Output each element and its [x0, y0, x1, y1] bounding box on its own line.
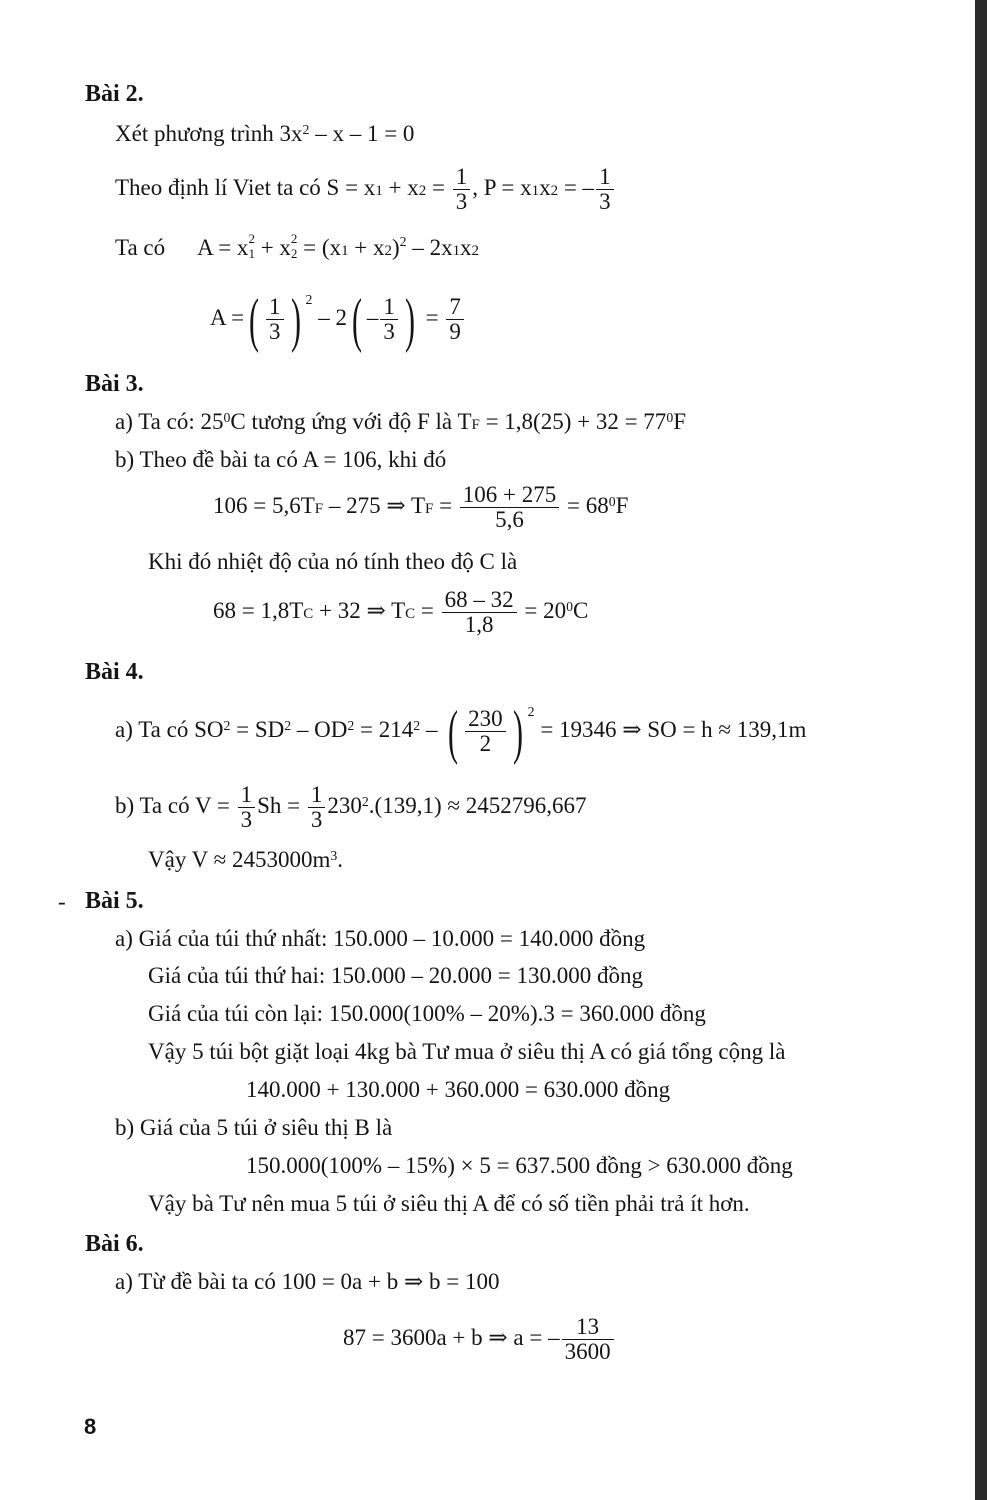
fraction-one-third [596, 165, 614, 214]
text: – 2x [406, 235, 453, 260]
exponent: 2 [248, 231, 255, 246]
heading-bai-6: Bài 6. [85, 1231, 144, 1257]
numerator: 1 [238, 783, 256, 808]
text: – [420, 717, 444, 742]
denominator: 9 [449, 319, 461, 345]
text: Theo định lí Viet ta có S = x [115, 175, 376, 200]
exponent: 2 [223, 718, 231, 733]
degree: 0 [566, 599, 573, 614]
page-edge-shadow [975, 0, 987, 1500]
heading-bai-5: Bài 5. [85, 888, 144, 914]
text: + 32 ⇒ T [313, 598, 406, 623]
subscript: F [471, 417, 480, 433]
fraction-one-third [238, 783, 256, 832]
b6-line-1: a) Từ đề bài ta có 100 = 0a + b ⇒ b = 100 [115, 1269, 500, 1294]
text: = 19346 ⇒ SO = h ≈ 139,1m [534, 717, 807, 742]
b5-line-8: Vậy bà Tư nên mua 5 túi ở siêu thị A để có số tiền phải trả ít hơn. [148, 1191, 750, 1216]
b3-part-b: b) Theo đề bài ta có A = 106, khi đó [115, 447, 447, 472]
b3-part-a [115, 408, 686, 436]
subscript: 1 [452, 243, 461, 259]
numerator: 1 [596, 165, 614, 190]
text: – x – 1 = 0 [309, 121, 415, 146]
text: C [572, 598, 589, 623]
text: – OD [291, 717, 348, 742]
denominator: 3 [455, 189, 468, 215]
exponent: 2 [284, 718, 292, 733]
text: , P = x [472, 175, 532, 200]
subscript: 1 [375, 183, 383, 199]
text: = [433, 493, 458, 518]
b3-equation-f [213, 478, 628, 534]
fraction [465, 707, 506, 756]
b4-part-a [115, 698, 807, 765]
text: b) Ta có V = [115, 793, 236, 818]
text: ) [391, 235, 400, 260]
text: A = [210, 305, 245, 330]
heading-bai-2: Bài 2. [85, 81, 144, 107]
text: = 68 [561, 493, 609, 518]
b5-line-7: 150.000(100% – 15%) × 5 = 637.500 đồng > 630.000 đồng [246, 1153, 793, 1178]
text: = (x [297, 235, 342, 260]
fraction [460, 483, 559, 532]
text: a) Ta có SO [115, 717, 224, 742]
b3-part-c: Khi đó nhiệt độ của nó tính theo độ C là [148, 549, 518, 574]
text: = SD [230, 717, 285, 742]
b2-a-computation [210, 286, 466, 353]
text: = – [558, 175, 595, 200]
text: 230 [327, 793, 362, 818]
margin-mark: - [58, 889, 66, 914]
numerator: 1 [266, 295, 284, 320]
text: Sh = [257, 793, 306, 818]
text: = [419, 305, 445, 330]
exponent: 3 [330, 848, 338, 863]
numerator: 1 [453, 165, 471, 190]
text: Xét phương trình 3x [115, 121, 303, 146]
right-paren: ) [290, 286, 301, 353]
numerator: 7 [446, 295, 464, 320]
text: = 20 [518, 598, 567, 623]
text: 87 = 3600a + b ⇒ a = – [343, 1325, 560, 1350]
heading-bai-4: Bài 4. [85, 659, 144, 685]
text: .(139,1) ≈ 2452796,667 [368, 793, 587, 818]
page-number: 8 [84, 1414, 97, 1439]
left-paren: ( [351, 286, 362, 353]
degree: 0 [223, 410, 231, 425]
fraction-one-third [453, 165, 471, 214]
text: – [366, 305, 379, 330]
denominator: 3600 [564, 1339, 611, 1365]
text: F [615, 493, 629, 518]
text: Vậy V ≈ 2453000m [148, 847, 331, 872]
text: 106 = 5,6T [213, 493, 315, 518]
exponent: 2 [347, 718, 355, 733]
b3-equation-c [213, 583, 588, 639]
subscript: 2 [290, 246, 298, 261]
subscript: C [405, 606, 416, 622]
heading-bai-3: Bài 3. [85, 371, 144, 397]
b5-line-4: Vậy 5 túi bột giặt loại 4kg bà Tư mua ở siêu thị A có giá tổng cộng là [148, 1039, 786, 1064]
b4-part-b [115, 778, 586, 834]
text: F [673, 409, 687, 434]
degree: 0 [608, 494, 616, 509]
numerator: 230 [465, 707, 506, 732]
text: + x [254, 235, 291, 260]
text: . [337, 847, 344, 872]
exponent: 2 [413, 718, 421, 733]
numerator: 1 [380, 295, 398, 320]
subscript: 2 [550, 183, 559, 199]
b5-line-5: 140.000 + 130.000 + 360.000 = 630.000 đồng [246, 1077, 671, 1102]
text: A = x [197, 235, 249, 260]
fraction-one-third [308, 783, 326, 832]
denominator: 5,6 [495, 507, 524, 533]
exponent: 2 [361, 794, 369, 809]
text: Ta có [115, 235, 166, 260]
b5-line-1: a) Giá của túi thứ nhất: 150.000 – 10.000 = 140.000 đồng [115, 926, 646, 951]
fraction-one-third [266, 295, 284, 344]
exponent: 2 [527, 704, 535, 719]
subscript: 2 [471, 243, 479, 259]
subscript: F [425, 501, 434, 517]
fraction [442, 588, 517, 637]
b2-viet-line [115, 160, 616, 216]
right-paren: ) [404, 286, 415, 353]
b5-line-6: b) Giá của 5 túi ở siêu thị B là [115, 1115, 393, 1140]
exponent: 2 [305, 292, 313, 307]
subscript: 2 [418, 183, 427, 199]
text: C tương ứng với độ F là T [230, 409, 472, 434]
denominator: 3 [240, 807, 253, 833]
numerator: 13 [562, 1315, 614, 1340]
b6-equation [343, 1308, 616, 1368]
subscript: 1 [248, 246, 255, 261]
degree: 0 [666, 410, 674, 425]
subscript: C [303, 606, 314, 622]
text: = [426, 175, 451, 200]
fraction [562, 1315, 614, 1364]
fraction-seven-ninths [446, 295, 464, 344]
exponent: 2 [302, 122, 310, 137]
b2-equation-line [115, 120, 414, 148]
subscript: F [314, 501, 324, 517]
numerator: 106 + 275 [460, 483, 559, 508]
denominator: 3 [269, 319, 281, 345]
text: x [460, 235, 472, 260]
b4-conclusion [148, 846, 343, 874]
numerator: 1 [308, 783, 326, 808]
left-paren: ( [249, 286, 260, 353]
text: = 1,8(25) + 32 = 77 [479, 409, 667, 434]
text: + x [382, 175, 419, 200]
exponent: 2 [399, 234, 407, 249]
subscript: 1 [341, 243, 349, 259]
text: = 214 [354, 717, 414, 742]
text: – 2 [312, 305, 347, 330]
b2-a-definition [115, 232, 479, 262]
fraction-one-third [380, 295, 398, 344]
denominator: 3 [383, 319, 395, 345]
b5-line-3: Giá của túi còn lại: 150.000(100% – 20%).3 = 360.000 đồng [148, 1001, 706, 1026]
numerator: 68 – 32 [442, 588, 517, 613]
text: 68 = 1,8T [213, 598, 304, 623]
denominator: 3 [310, 807, 323, 833]
text: a) Ta có: 25 [115, 409, 224, 434]
text: + x [348, 235, 385, 260]
denominator: 3 [599, 189, 611, 215]
text: x [539, 175, 551, 200]
subscript: 1 [531, 183, 540, 199]
right-paren: ) [512, 698, 523, 765]
left-paren: ( [448, 698, 459, 765]
denominator: 1,8 [464, 612, 494, 638]
exponent: 2 [290, 231, 298, 246]
text: = [415, 598, 440, 623]
text: – 275 ⇒ T [323, 493, 425, 518]
subscript: 2 [384, 243, 392, 259]
b5-line-2: Giá của túi thứ hai: 150.000 – 20.000 = 130.000 đồng [148, 963, 643, 988]
denominator: 2 [479, 731, 492, 757]
